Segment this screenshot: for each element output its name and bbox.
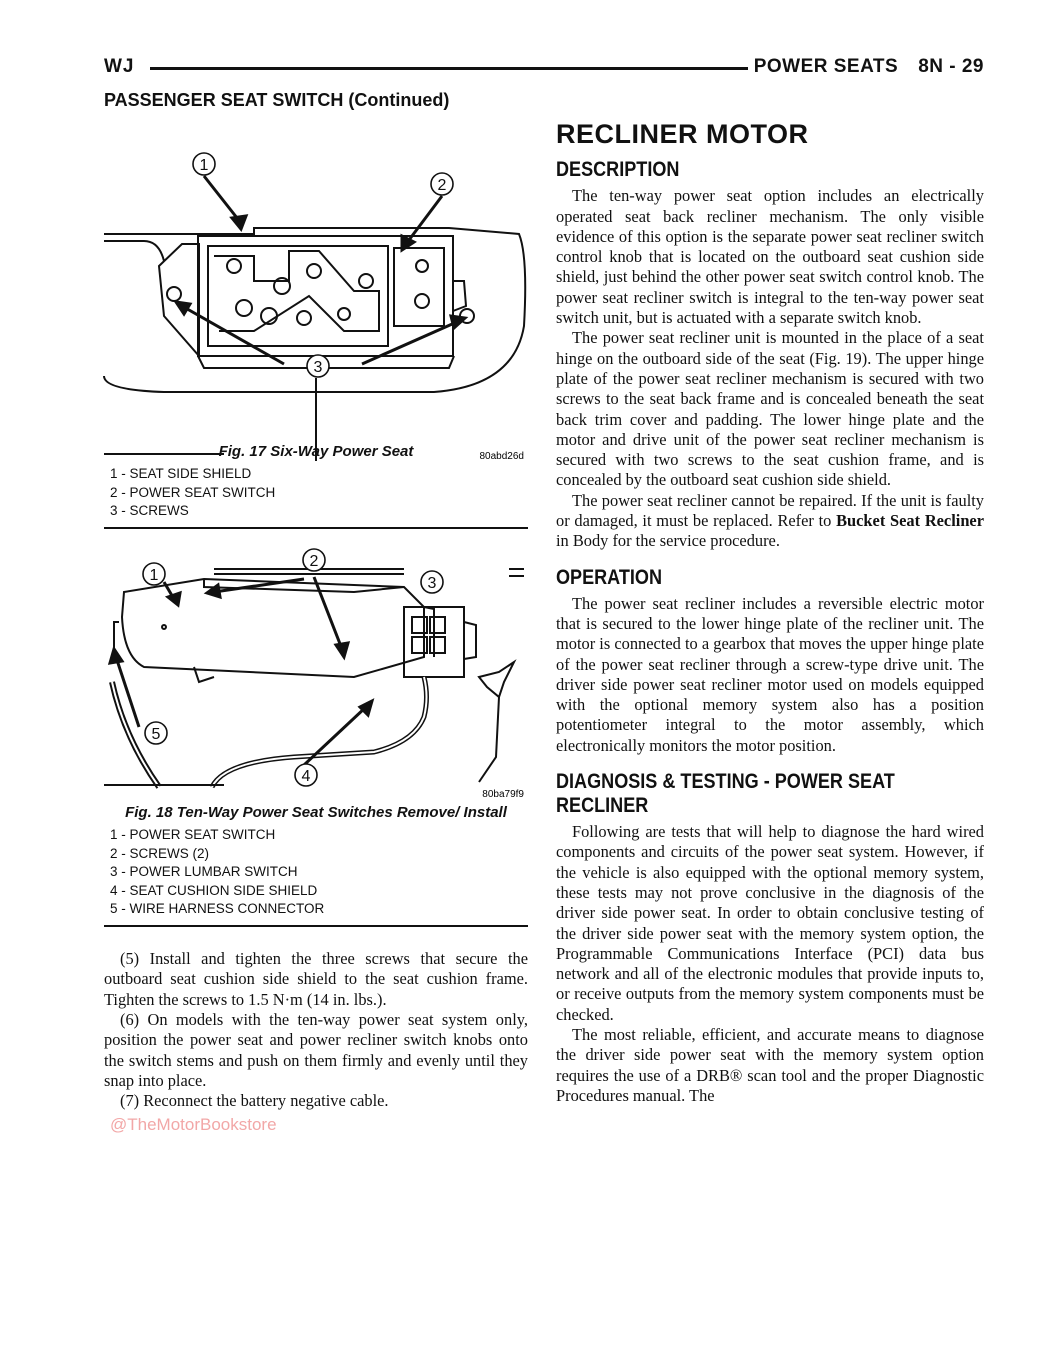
figure-caption: Fig. 17 Six-Way Power Seat <box>218 443 414 461</box>
step-6: (6) On models with the ten-way power seat system only, position the power seat and power recliner switch knobs onto the switch stems and push on them firmly and evenly until they snap into place. <box>104 1009 528 1090</box>
right-column <box>556 119 984 1106</box>
operation-heading: OPERATION <box>556 565 663 589</box>
legend-item: 2 - POWER SEAT SWITCH <box>110 484 276 500</box>
left-column <box>104 90 528 1136</box>
diagnosis-paragraph-2: The most reliable, efficient, and accurate means to diagnose the driver side power seat with the memory system option requires the use of a DRB® scan tool and the proper Diagnostic Procedures manual. The <box>556 1024 984 1105</box>
callout-2: 2 <box>309 553 319 571</box>
description-text: The power seat recliner cannot be repaired. If the unit is faulty or damaged, it must be replaced. Refer to <box>556 490 984 531</box>
legend-item: 1 - POWER SEAT SWITCH <box>110 827 276 843</box>
figure-caption: Fig. 18 Ten-Way Power Seat Switches Remove/ Install <box>125 804 507 822</box>
header-section: POWER SEATS <box>753 56 899 77</box>
legend-item: 4 - SEAT CUSHION SIDE SHIELD <box>110 882 318 898</box>
description-paragraph-3 <box>556 491 984 552</box>
figure-17 <box>104 116 528 529</box>
diagnosis-heading-line2: RECLINER <box>556 794 649 818</box>
description-paragraph-2: The power seat recliner unit is mounted in the place of a seat hinge on the outboard side of the seat (Fig. 19). The upper hinge plate of the power seat recliner mechanism is secured with two screws to the seat back frame and is concealed beneath the seat back trim cover and padding. The lower hinge plate and the motor and drive unit of the power seat recliner mechanism is secured with two screws to the seat cushion frame, and is concealed by the outboard seat cushion side shield. <box>556 328 984 490</box>
legend-item: 2 - SCREWS (2) <box>110 845 210 861</box>
callout-5: 5 <box>151 726 161 744</box>
bucket-seat-recliner-ref: Bucket Seat Recliner <box>836 511 984 531</box>
procedure-steps <box>104 949 528 1111</box>
legend-item: 3 - POWER LUMBAR SWITCH <box>110 864 298 880</box>
callout-4: 4 <box>301 768 311 786</box>
header-model: WJ <box>104 56 135 77</box>
diagnosis-paragraph-1: Following are tests that will help to diagnose the hard wired components and circuits of the power seat system. However, if the vehicle is also equipped with the optional memory system, these tests may not prove conclusive in the diagnosis of the driver side power seat. In order to obtain conclusive testing of the driver side power seat with the memory system option, the Programmable Communications Interface (PCI) data bus network and all of the electronic modules that provide inputs to, or receive outputs from the memory system components must be checked. <box>556 822 984 1024</box>
step-7: (7) Reconnect the battery negative cable. <box>120 1091 389 1111</box>
watermark: @TheMotorBookstore <box>110 1115 277 1135</box>
step-5: (5) Install and tighten the three screws that secure the outboard seat cushion side shield to the seat cushion frame. Tighten the screws to 1.5 N·m (14 in. lbs.). <box>104 949 528 1009</box>
page-header <box>104 52 984 82</box>
legend-divider <box>104 527 528 529</box>
legend-item: 3 - SCREWS <box>110 503 189 519</box>
description-text: in Body for the service procedure. <box>556 531 780 551</box>
figure-code: 80abd26d <box>479 451 524 463</box>
legend-item: 5 - WIRE HARNESS CONNECTOR <box>110 901 325 917</box>
figure-legend <box>104 826 528 919</box>
description-heading: DESCRIPTION <box>556 158 680 182</box>
description-paragraph-1: The ten-way power seat option includes an electrically operated seat back recliner mechanism. The only visible evidence of this option is the separate power seat recliner switch control knob that is located on the outboard seat cushion side shield, just behind the other power seat switch control knob. The power seat recliner switch is integral to the ten-way power seat switch unit, but is actuated with a separate switch knob. <box>556 186 984 328</box>
callout-2: 2 <box>437 177 447 195</box>
section-title: PASSENGER SEAT SWITCH (Continued) <box>104 90 450 110</box>
header-page-number: 8N - 29 <box>918 56 984 77</box>
header-rule <box>150 67 748 70</box>
legend-item: 1 - SEAT SIDE SHIELD <box>110 466 252 482</box>
callout-1: 1 <box>149 567 159 585</box>
figure-18 <box>104 547 528 927</box>
diagnosis-heading-line1: DIAGNOSIS & TESTING - POWER SEAT <box>556 770 895 794</box>
callout-3: 3 <box>427 575 437 593</box>
operation-paragraph: The power seat recliner includes a reversible electric motor that is secured to the lower hinge plate of the recliner unit. The motor is connected to a gearbox that moves the upper hinge plate of the power seat recliner through a screw-type drive unit. The driver side power seat recliner motor used on models equipped with the optional memory system also has a position potentiometer integral to the motor assembly, which electronically monitors the motor position. <box>556 593 984 755</box>
figure-legend <box>104 465 528 521</box>
legend-divider <box>104 925 528 927</box>
figure-code: 80ba79f9 <box>482 789 524 801</box>
callout-3: 3 <box>313 359 323 377</box>
callout-1: 1 <box>199 157 209 175</box>
header-right <box>734 56 984 78</box>
recliner-motor-title: RECLINER MOTOR <box>556 119 809 149</box>
ten-way-power-seat-switches-illustration <box>104 547 528 801</box>
